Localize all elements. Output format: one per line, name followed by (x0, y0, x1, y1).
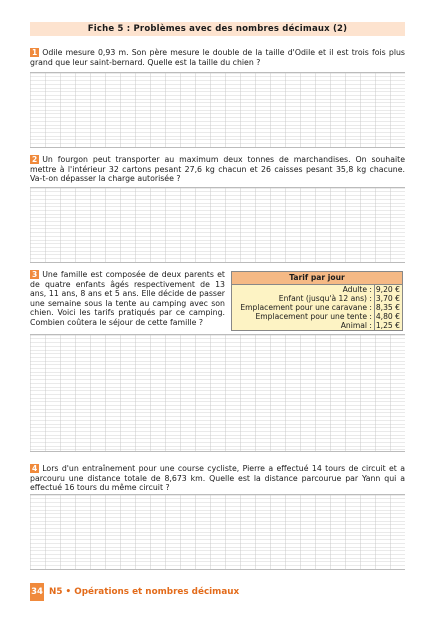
price-row (232, 303, 402, 312)
problem-2 (30, 155, 405, 184)
price-label: Emplacement pour une tente : (232, 312, 375, 321)
problem-3 (30, 270, 225, 328)
problem-text: Lors d'un entraînement pour une course cycliste, Pierre a effectué 14 tours de circuit et a parcouru une distance totale de 8,673 km. Quelle est la distance parcourue par Yann qui a effectué 16 tours du même circuit ? (30, 464, 405, 493)
answer-grid-3[interactable] (30, 334, 405, 452)
price-row (232, 312, 402, 321)
answer-grid-1[interactable] (30, 72, 405, 148)
price-row (232, 321, 402, 330)
answer-grid-2[interactable] (30, 187, 405, 263)
price-value: 8,35 € (375, 303, 400, 312)
price-value: 3,70 € (375, 294, 400, 303)
price-label: Adulte : (232, 285, 375, 294)
price-table (231, 271, 403, 331)
price-row (232, 294, 402, 303)
problem-number: 1 (32, 48, 38, 57)
problem-text: Une famille est composée de deux parents et de quatre enfants âgés respectivement de 13 ans, 11 ans, 8 ans et 5 ans. Elle décide de passer une semaine sous la tente au camping avec son chien. Voici les tarifs pratiqués par ce camping. Combien coûtera le séjour de cette famille ? (30, 270, 225, 327)
problem-text: Odile mesure 0,93 m. Son père mesure le double de la taille d'Odile et il est trois fois plus grand que leur saint-bernard. Quelle est la taille du chien ? (30, 48, 405, 67)
page-footer (30, 583, 239, 601)
problem-text: Un fourgon peut transporter au maximum deux tonnes de marchandises. On souhaite mettre à l'intérieur 32 cartons pesant 27,6 kg chacun et 26 caisses pesant 35,8 kg chacune. Va-t-on dépasser la charge autorisée ? (30, 155, 405, 184)
price-label: Animal : (232, 321, 375, 330)
problem-number: 2 (32, 155, 38, 164)
price-label: Enfant (jusqu'à 12 ans) : (232, 294, 375, 303)
page-number: 34 (30, 583, 44, 601)
problem-4 (30, 464, 405, 493)
price-value: 9,20 € (375, 285, 400, 294)
answer-grid-4[interactable] (30, 494, 405, 570)
price-table-title: Tarif par jour (232, 272, 402, 285)
price-value: 1,25 € (375, 321, 400, 330)
problem-1 (30, 48, 405, 67)
price-row (232, 285, 402, 294)
worksheet-title: Fiche 5 : Problèmes avec des nombres décimaux (2) (30, 22, 405, 36)
price-label: Emplacement pour une caravane : (232, 303, 375, 312)
chapter-title: N5 • Opérations et nombres décimaux (49, 587, 240, 597)
problem-number: 3 (32, 270, 38, 279)
problem-number: 4 (32, 464, 38, 473)
price-value: 4,80 € (375, 312, 400, 321)
